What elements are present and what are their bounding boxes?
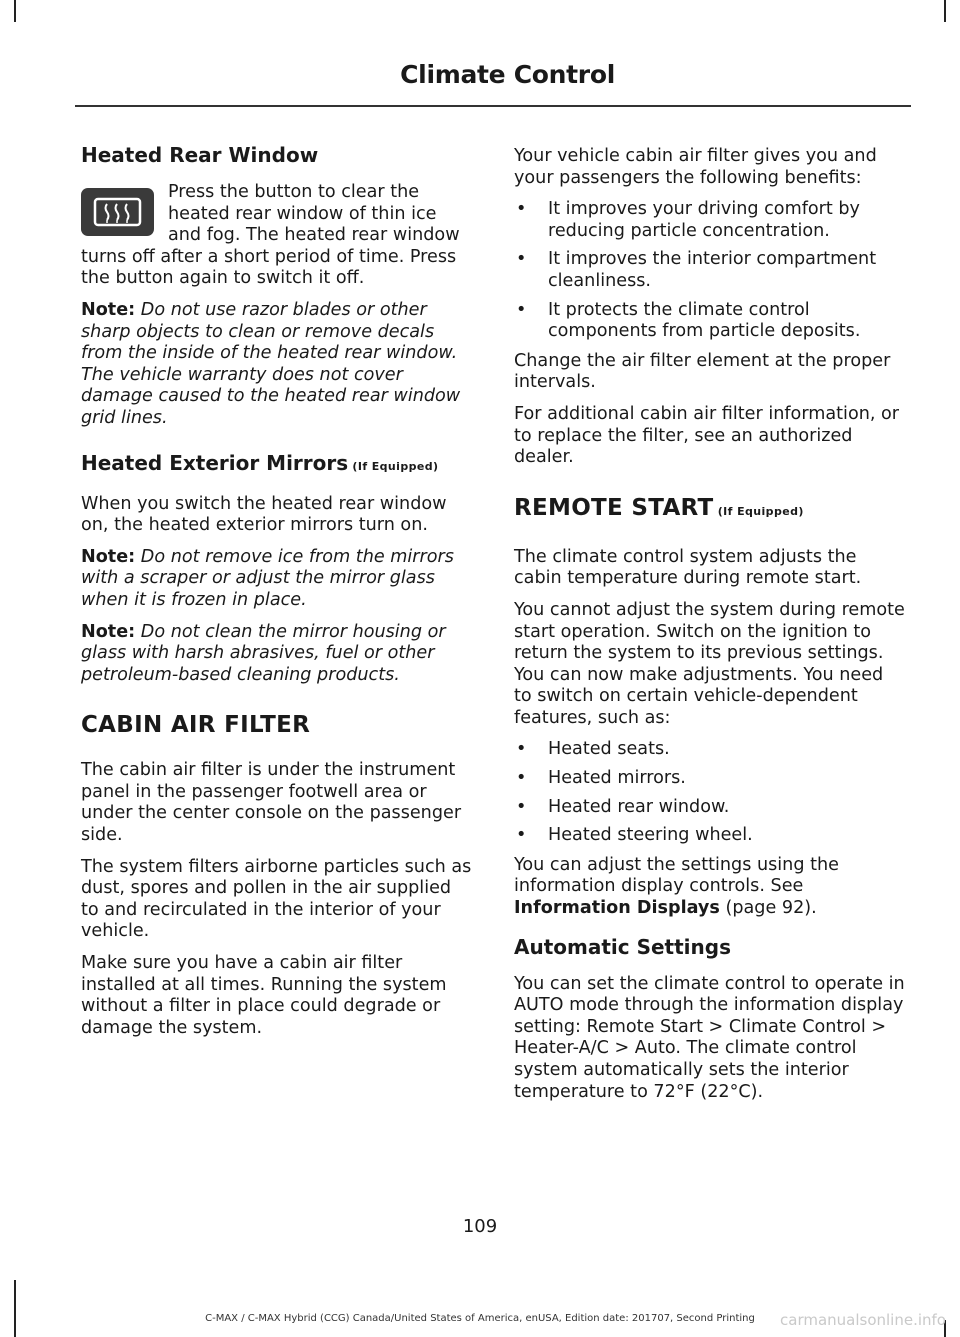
crop-mark [944,0,946,22]
heading-suffix: (If Equipped) [348,459,439,473]
edition-footer: C-MAX / C-MAX Hybrid (CCG) Canada/United States of America, enUSA, Edition date: 201707, Second Printing [205,1313,755,1324]
note-text: Do not remove ice from the mirrors with a scraper or adjust the mirror glass when it is frozen in place. [81,546,454,610]
heading-text: Heated Exterior Mirrors [81,450,349,475]
rear-defrost-icon [81,188,154,236]
heading-suffix: (If Equipped) [713,504,804,518]
list-item: • Heated steering wheel. [516,825,753,846]
heated-rear-window-block [81,182,473,290]
cabin-filter-p1: The cabin air filter is under the instrument panel in the passenger footwell area or under the center console on the passenger side. [81,760,462,846]
benefits-list [514,199,906,343]
remote-start-p3: You can adjust the settings using the information display controls. See Information Displays (page 92). [514,854,839,919]
left-column [81,142,473,1049]
crop-mark [14,1280,16,1337]
header-rule [75,105,911,107]
heated-mirrors-text: When you switch the heated rear window on, the heated exterior mirrors turn on. [81,493,447,536]
watermark: carmanualsonline.info [780,1311,946,1329]
note-razor [81,300,473,430]
note-ice [81,547,473,612]
heading-automatic-settings: Automatic Settings [514,934,731,959]
heated-rear-window-text: Press the button to clear the heated rear window of thin ice and fog. The heated rear window turns off after a short period of time. Press the button again to switch it off. [81,182,460,289]
heading-cabin-air-filter: CABIN AIR FILTER [81,712,311,739]
additional-info-text: For additional cabin air filter information, or to replace the filter, see an authorized dealer. [514,403,900,468]
heading-heated-mirrors [81,450,473,480]
right-column [514,146,906,1113]
cross-reference-link[interactable]: Information Displays [514,898,720,919]
remote-start-p1: The climate control system adjusts the cabin temperature during remote start. [514,546,862,589]
list-item: • It improves the interior compartment cleanliness. [516,249,877,291]
note-label: Note: [81,299,136,320]
page-number: 109 [462,1216,498,1237]
benefits-intro: Your vehicle cabin air filter gives you and your passengers the following benefits: [514,146,877,188]
note-text: Do not use razor blades or other sharp objects to clean or remove decals from the inside of the heated rear window. The vehicle warranty does not cover damage caused to the heated rear window grid lines. [81,299,461,428]
note-text: Do not clean the mirror housing or glass with harsh abrasives, fuel or other petroleum-based cleaning products. [81,621,446,685]
heading-heated-rear-window: Heated Rear Window [81,143,319,167]
note-label: Note: [81,546,136,567]
features-list [514,739,906,846]
list-item: • Heated seats. [516,739,670,760]
list-item: • It protects the climate control components from particle deposits. [516,299,861,342]
crop-mark [14,0,16,22]
cabin-filter-p2: The system filters airborne particles such as dust, spores and pollen in the air supplied to and recirculated in the interior of your vehicle. [81,856,472,942]
remote-start-p2: You cannot adjust the system during remote start operation. Switch on the ignition to return the system to its previous settings. You can now make adjustments. You need to switch on certain vehicle-dependent features, such as: [514,599,905,728]
section-title: Climate Control [400,60,615,89]
change-filter-text: Change the air filter element at the proper intervals. [514,350,891,393]
list-item: • It improves your driving comfort by reducing particle concentration. [516,199,860,241]
automatic-settings-text: You can set the climate control to operate in AUTO mode through the information display setting: Remote Start > Climate Control > Heater-A/C > Auto. The climate control system automatically sets the interior temperature to 72°F (22°C). [514,973,905,1102]
heading-remote-start [514,493,906,527]
list-item: • Heated mirrors. [516,768,686,789]
note-abrasives [81,622,473,687]
heading-text: REMOTE START [514,494,714,521]
cabin-filter-p3: Make sure you have a cabin air filter installed at all times. Running the system without a filter in place could degrade or damage the system. [81,953,447,1038]
list-item: • Heated rear window. [516,796,730,817]
note-label: Note: [81,621,136,642]
